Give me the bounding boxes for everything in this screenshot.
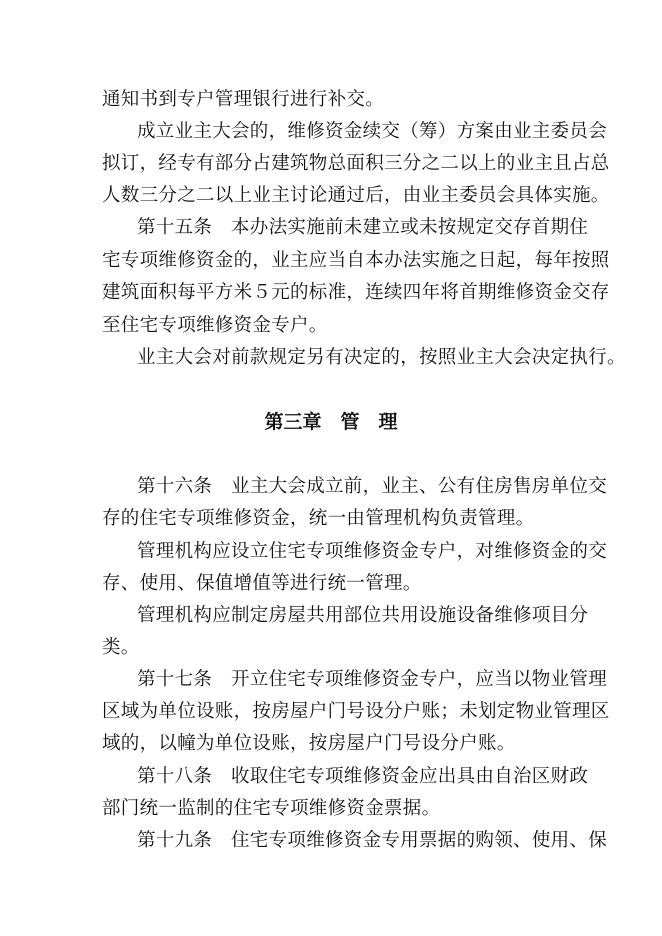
paragraph-line: 存的住宅专项维修资金，统一由管理机构负责管理。 [102, 508, 535, 529]
paragraph-line: 部门统一监制的住宅专项维修资金票据。 [102, 798, 441, 819]
article-17-line: 第十七条 开立住宅专项维修资金专户，应当以物业管理 [137, 669, 608, 690]
paragraph-line: 至住宅专项维修资金专户。 [102, 315, 328, 336]
paragraph-line: 人数三分之二以上业主讨论通过后，由业主委员会具体实施。 [102, 185, 610, 206]
chapter-heading: 第三章 管 理 [264, 411, 398, 433]
paragraph-line: 拟订，经专有部分占建筑物总面积三分之二以上的业主且占总 [102, 153, 610, 174]
paragraph-line: 域的，以幢为单位设账，按房屋户门号设分户账。 [102, 733, 516, 754]
article-18-line: 第十八条 收取住宅专项维修资金应出具由自治区财政 [137, 766, 589, 787]
paragraph-line: 管理机构应设立住宅专项维修资金专户，对维修资金的交 [137, 541, 608, 562]
paragraph-line: 业主大会对前款规定另有决定的，按照业主大会决定执行。 [137, 347, 626, 368]
article-15-line: 第十五条 本办法实施前未建立或未按规定交存首期住 [137, 217, 589, 238]
paragraph-line: 区域为单位设账，按房屋户门号设分户账；未划定物业管理区 [102, 701, 610, 722]
paragraph-line: 通知书到专户管理银行进行补交。 [102, 89, 385, 110]
paragraph-line: 管理机构应制定房屋共用部位共用设施设备维修项目分 [137, 605, 589, 626]
paragraph-line: 类。 [102, 637, 140, 658]
paragraph-line: 宅专项维修资金的，业主应当自本办法实施之日起，每年按照 [102, 250, 610, 271]
paragraph-line: 建筑面积每平方米５元的标准，连续四年将首期维修资金交存 [102, 282, 610, 303]
paragraph-line: 成立业主大会的，维修资金续交（筹）方案由业主委员会 [137, 121, 608, 142]
article-19-line: 第十九条 住宅专项维修资金专用票据的购领、使用、保 [137, 830, 608, 851]
article-16-line: 第十六条 业主大会成立前，业主、公有住房售房单位交 [137, 476, 608, 497]
paragraph-line: 存、使用、保值增值等进行统一管理。 [102, 573, 422, 594]
